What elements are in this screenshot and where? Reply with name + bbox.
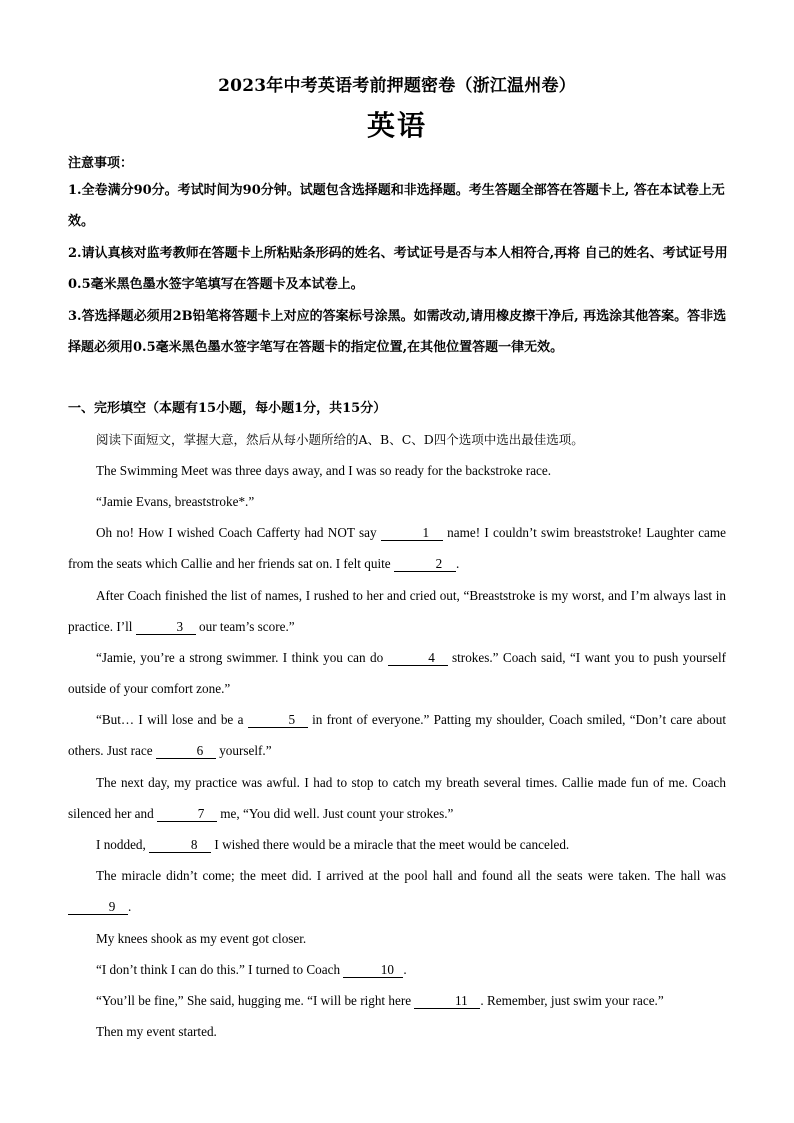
text-segment: me, “You did well. Just count your strokes.” (220, 806, 454, 821)
passage-paragraph-2: “Jamie Evans, breaststroke*.” (96, 494, 255, 509)
text-segment: I nodded, (96, 837, 146, 852)
notice-item-3: 3.答选择题必须用2B铅笔将答题卡上对应的答案标号涂黑。如需改动,请用橡皮擦干净后, 再选涂其他答案。答非选择题必须用0.5毫米黑色墨水签字笔写在答题卡的指定位置,在其他位置答题一律无效。 (68, 309, 727, 355)
passage-paragraph-8 (68, 829, 726, 860)
blank-9: 9 (68, 900, 128, 915)
blank-11: 11 (414, 994, 480, 1009)
text-segment: After Coach finished the list of names, I rushed to her and cried out, “Breaststroke is my worst, and I’m always last in practice. I’ll (68, 588, 726, 634)
passage-paragraph-3 (68, 517, 726, 579)
passage-paragraph-13: Then my event started. (96, 1024, 217, 1039)
passage-paragraph-7 (68, 767, 726, 829)
blank-1: 1 (381, 526, 443, 541)
text-segment: . (455, 556, 460, 571)
passage-paragraph-1: The Swimming Meet was three days away, and I was so ready for the backstroke race. (96, 463, 552, 478)
passage-paragraph-6 (68, 704, 726, 766)
passage-paragraph-9 (68, 860, 726, 922)
passage-paragraph-5 (68, 642, 726, 704)
text-segment: our team’s score.” (199, 619, 295, 634)
text-segment: The next day, my practice was awful. I had to stop to catch my breath several times. Callie made fun of me. Coach silenced her and (68, 775, 726, 821)
passage-paragraph-11 (68, 954, 726, 985)
section-title: 一、完形填空（本题有15小题，每小题1分，共15分） (68, 401, 387, 416)
text-segment: . (128, 899, 132, 914)
text-segment: name! I couldn’t swim breaststroke! Laughter came from the seats which Callie and her friends sat on. I felt quite (68, 525, 727, 571)
blank-4: 4 (388, 651, 448, 666)
text-segment: “You’ll be fine,” She said, hugging me. “I will be right here (96, 993, 412, 1008)
text-segment: The miracle didn’t come; the meet did. I arrived at the pool hall and found all the seats were taken. The hall was (96, 868, 726, 883)
blank-10: 10 (343, 963, 403, 978)
text-segment: . Remember, just swim your race.” (480, 993, 664, 1008)
notice-heading: 注意事项： (68, 156, 134, 171)
blank-7: 7 (157, 807, 217, 822)
passage-paragraph-10: My knees shook as my event got closer. (96, 931, 307, 946)
text-segment: “Jamie, you’re a strong swimmer. I think you can do (96, 650, 384, 665)
text-segment: “But… I will lose and be a (96, 712, 244, 727)
text-segment: . (403, 962, 407, 977)
subject-title: 英语 (366, 109, 427, 142)
blank-8: 8 (149, 838, 211, 853)
passage-paragraph-4 (68, 580, 726, 642)
text-segment: in front of everyone.” Patting my shoulder, Coach smiled, “Don’t care about others. Just race (68, 712, 726, 758)
passage-paragraph-12 (68, 985, 726, 1016)
text-segment: Oh no! How I wished Coach Cafferty had NOT say (96, 525, 377, 540)
exam-title: 2023年中考英语考前押题密卷（浙江温州卷） (218, 76, 576, 96)
blank-6: 6 (156, 744, 216, 759)
notice-item-2: 2.请认真核对监考教师在答题卡上所粘贴条形码的姓名、考试证号是否与本人相符合,再将 自己的姓名、考试证号用0.5毫米黑色墨水签字笔填写在答题卡及本试卷上。 (68, 246, 728, 292)
blank-3: 3 (136, 620, 196, 635)
notice-item-1: 1.全卷满分90分。考试时间为90分钟。试题包含选择题和非选择题。考生答题全部答在答题卡上, 答在本试卷上无效。 (68, 183, 725, 229)
text-segment: “I don’t think I can do this.” I turned to Coach (96, 962, 341, 977)
blank-5: 5 (248, 713, 308, 728)
text-segment: strokes.” Coach said, “I want you to push yourself outside of your comfort zone.” (68, 650, 726, 696)
blank-2: 2 (394, 557, 456, 572)
section-instruction: 阅读下面短文，掌握大意，然后从每小题所给的A、B、C、D四个选项中选出最佳选项。 (96, 432, 584, 447)
text-segment: I wished there would be a miracle that the meet would be canceled. (214, 837, 570, 852)
text-segment: yourself.” (219, 743, 272, 758)
